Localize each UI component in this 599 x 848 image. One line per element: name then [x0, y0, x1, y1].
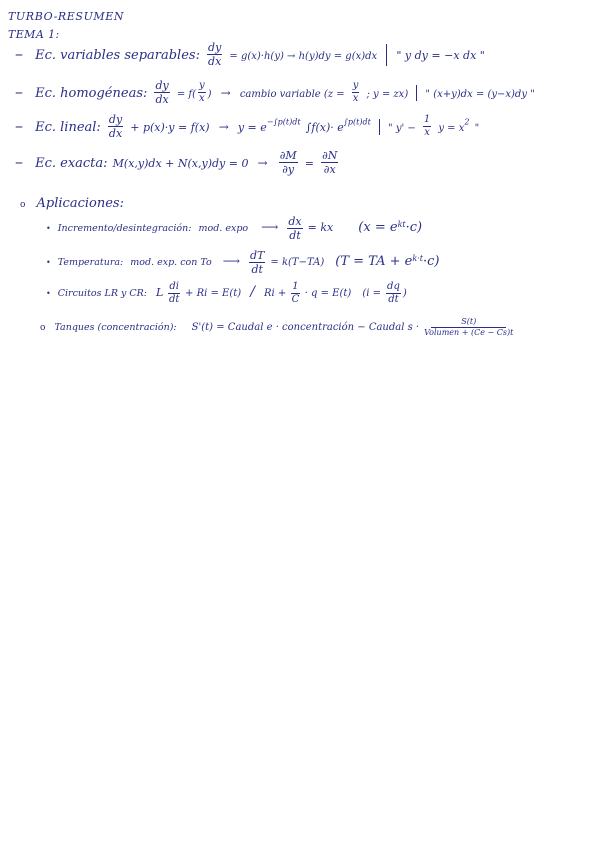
coefficient-fraction: $\frac{1}{x}$ — [423, 114, 431, 138]
eq-label: Ec. exacta: — [35, 156, 108, 171]
eq-line-homogeneas: – Ec. homogéneas: $\frac{dy}{dx}$ = f( $\frac{y}{x}$ ) → cambio variable (z = $\frac{y}{x}$ ; y = zx) " (x+y)dx = (y−x)dy " — [15, 79, 535, 106]
arrow-icon: → — [220, 86, 231, 100]
eq-label: Ec. lineal: — [35, 120, 101, 135]
app-label: Circuitos LR y CR: — [57, 288, 147, 299]
eq-body: = g(x)·h(y) → h(y)dy = g(x)dx — [229, 51, 378, 62]
app-label: Temperatura: — [57, 257, 124, 268]
eq-line-lineal: – Ec. lineal: $\frac{dy}{dx}$ + $p(x)\cdot y = f(x) \to y = e^{-\int p(t)dt}$ $\int f(x)\cdot e^{\int p(t)dt}$ " y' − $\frac{1}{x}$ $y = x^2$ " — [15, 113, 480, 140]
page-title: TURBO-RESUMEN — [8, 10, 125, 23]
inner-fraction: $\frac{y}{x}$ — [199, 80, 205, 104]
dash-marker: – — [15, 82, 23, 101]
eq-line-exacta: – Ec. exacta: M(x,y)dx + N(x,y)dy = 0 → $\frac{\partial M}{\partial y}$ = $\frac{\partial N}{\partial x}$ — [15, 149, 338, 176]
derivative-fraction: $\frac{dT}{dt}$ — [249, 249, 265, 276]
derivative-fraction: $\frac{dy}{dx}$ — [155, 79, 169, 106]
dash-marker: – — [15, 44, 23, 63]
circle-bullet-icon: o — [20, 200, 26, 210]
partial-fraction: $\frac{\partial M}{\partial y}$ — [279, 149, 297, 176]
eq-label: Ec. homogéneas: — [35, 86, 148, 101]
example-note: " (x+y)dx = (y−x)dy " — [425, 89, 535, 100]
derivative-fraction: $\frac{dy}{dx}$ — [208, 41, 222, 68]
dash-marker: – — [15, 116, 23, 135]
eq-line-separables — [14, 42, 485, 67]
app-label: Incremento/desintegración: — [57, 223, 192, 234]
derivative-fraction: $\frac{dy}{dx}$ — [108, 113, 123, 140]
dot-bullet-icon: • — [46, 258, 51, 267]
app-label: Tanques (concentración): — [54, 322, 177, 333]
arrow-icon: ⟶ — [222, 254, 240, 268]
partial-fraction: $\frac{\partial N}{\partial x}$ — [322, 149, 338, 176]
arrow-icon: → — [257, 156, 268, 170]
dash-marker: – — [15, 152, 23, 171]
capacitance-fraction: $\frac{1}{C}$ — [291, 281, 300, 305]
app-line-temperatura: • Temperatura: mod. exp. con To ⟶ $\frac{dT}{dt}$ = k(T−TA) (T = TA + $e^{k\cdot t}\cdot c$) — [46, 249, 440, 276]
arrow-icon: → — [218, 120, 229, 134]
current-fraction: $\frac{dq}{dt}$ — [387, 281, 400, 305]
slash-separator: / — [250, 284, 255, 300]
app-line-incremento: • Incremento/desintegración: mod. expo ⟶ $\frac{dx}{dt}$ = kx $(x = e^{kt}\cdot c)$ — [46, 215, 423, 242]
dot-bullet-icon: • — [46, 289, 51, 298]
separator-bar — [386, 44, 387, 66]
exponent: −∫p(t)dt — [266, 117, 301, 127]
circle-bullet-icon: o — [40, 323, 46, 333]
aplicaciones-heading: o Aplicaciones: — [20, 196, 124, 211]
exponent: ∫p(t)dt — [343, 117, 371, 127]
separator-bar — [416, 85, 417, 101]
arrow-icon: ⟶ — [261, 220, 279, 234]
app-line-tanques: o Tanques (concentración): S'(t) = Caudal e · concentración − Caudal s · $\frac{S(t)}{\text{Volumen + (Ce − Cs)t}}$ — [40, 317, 514, 337]
app-line-circuitos: • Circuitos LR y CR: L $\frac{di}{dt}$ + Ri = E(t) / Ri + $\frac{1}{C}$ · q = E(t) (i = $\frac{dq}{dt}$ ) — [46, 281, 407, 305]
derivative-fraction: $\frac{dx}{dt}$ — [288, 215, 302, 242]
tank-fraction: $\frac{S(t)}{\text{Volumen + (Ce − Cs)t}}$ — [424, 317, 514, 337]
dot-bullet-icon: • — [46, 224, 51, 233]
derivative-fraction: $\frac{di}{dt}$ — [168, 281, 180, 305]
eq-label: Ec. variables separables: — [35, 48, 200, 63]
separator-bar — [379, 119, 380, 135]
topic-heading: TEMA 1: — [8, 28, 60, 41]
substitution-fraction: $\frac{y}{x}$ — [352, 80, 359, 104]
example-note: " y dy = −x dx " — [396, 49, 485, 62]
